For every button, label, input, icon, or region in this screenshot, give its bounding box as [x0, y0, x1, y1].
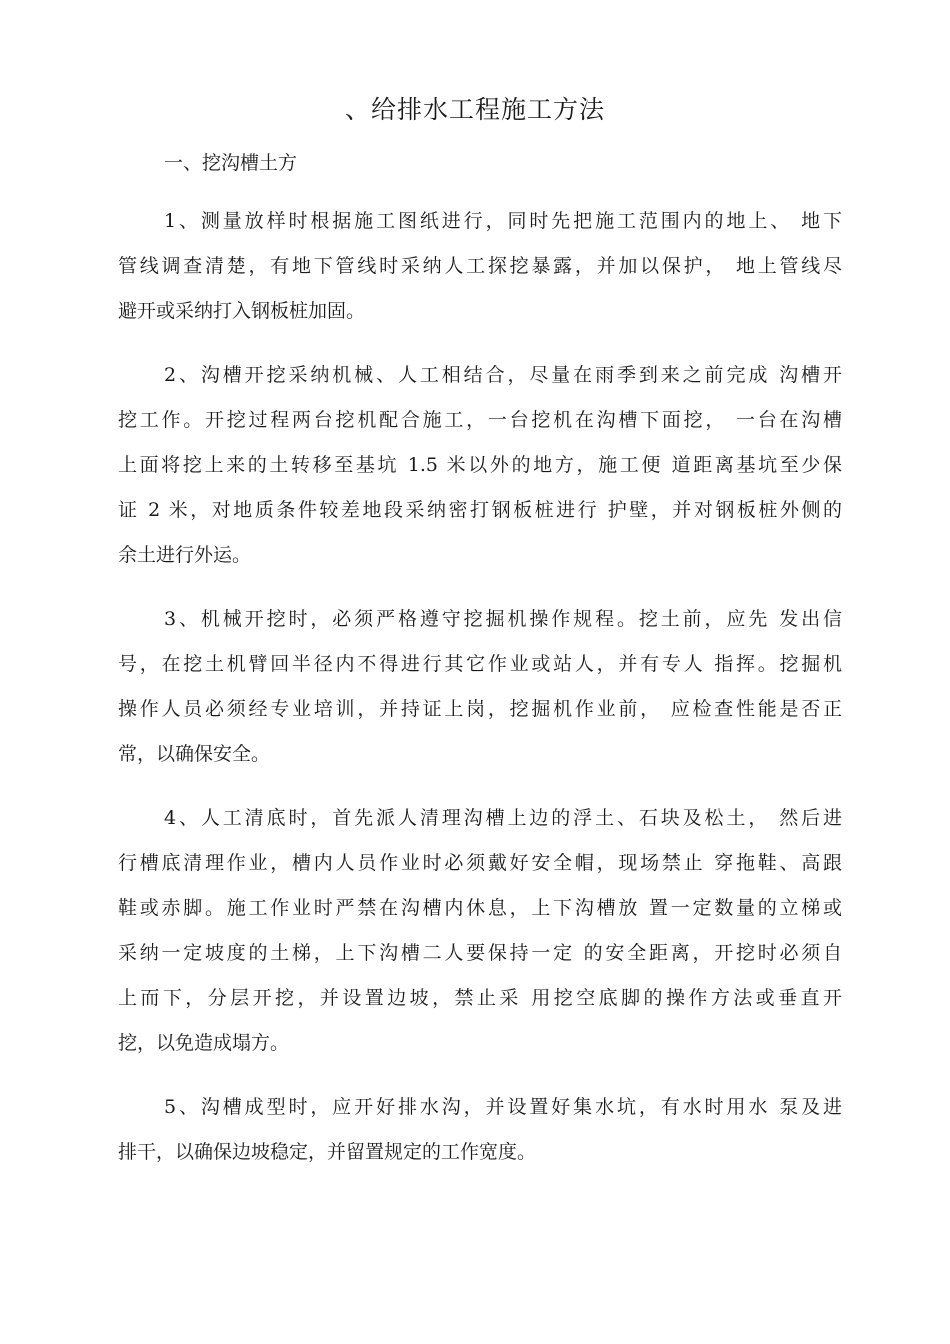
paragraph-line: 操作人员必须经专业培训，并持证上岗，挖掘机作业前， 应检查性能是否正: [118, 698, 842, 720]
paragraph-line: 挖，以免造成塌方。: [118, 1032, 290, 1054]
paragraph-line: 4、人工清底时，首先派人清理沟槽上边的浮土、石块及松土， 然后进: [164, 807, 842, 829]
paragraph-line: 2、沟槽开挖采纳机械、人工相结合，尽量在雨季到来之前完成 沟槽开: [164, 364, 842, 386]
paragraph-line: 采纳一定坡度的土梯，上下沟槽二人要保持一定 的安全距离，开挖时必须自: [118, 942, 842, 964]
paragraph-line: 号，在挖土机臂回半径内不得进行其它作业或站人，并有专人 指挥。挖掘机: [118, 653, 842, 675]
paragraph-4: [118, 796, 842, 1066]
paragraph-5: [118, 1085, 842, 1175]
paragraph-line: 上而下，分层开挖，并设置边坡，禁止采 用挖空底脚的操作方法或垂直开: [118, 987, 842, 1009]
paragraph-line: 鞋或赤脚。施工作业时严禁在沟槽内休息，上下沟槽放 置一定数量的立梯或: [118, 897, 842, 919]
paragraph-line: 5、沟槽成型时，应开好排水沟，并设置好集水坑，有水时用水 泵及进: [164, 1096, 842, 1118]
paragraph-line: 1、测量放样时根据施工图纸进行，同时先把施工范围内的地上、 地下: [164, 210, 842, 232]
paragraph-line: 常，以确保安全。: [118, 743, 271, 765]
document-title: 、给排水工程施工方法: [344, 95, 605, 124]
document-body: [118, 146, 842, 1175]
paragraph-line: 证 2 米，对地质条件较差地段采纳密打钢板桩进行 护壁，并对钢板桩外侧的: [118, 499, 842, 521]
paragraph-1: [118, 199, 842, 334]
section-heading: 一、挖沟槽土方: [164, 152, 298, 174]
paragraph-line: 行槽底清理作业，槽内人员作业时必须戴好安全帽，现场禁止 穿拖鞋、高跟: [118, 852, 842, 874]
paragraph-2: [118, 353, 842, 578]
paragraph-line: 挖工作。开挖过程两台挖机配合施工，一台挖机在沟槽下面挖， 一台在沟槽: [118, 409, 842, 431]
paragraph-line: 避开或采纳打入钢板桩加固。: [118, 300, 366, 322]
paragraph-line: 3、机械开挖时，必须严格遵守挖掘机操作规程。挖土前，应先 发出信: [164, 608, 842, 630]
paragraph-line: 余土进行外运。: [118, 544, 252, 566]
paragraph-line: 上面将挖上来的土转移至基坑 1.5 米以外的地方，施工便 道距离基坑至少保: [118, 454, 842, 476]
paragraph-3: [118, 597, 842, 777]
paragraph-line: 管线调查清楚，有地下管线时采纳人工探挖暴露，并加以保护， 地上管线尽: [118, 255, 842, 277]
paragraph-line: 排干，以确保边坡稳定，并留置规定的工作宽度。: [118, 1141, 537, 1163]
